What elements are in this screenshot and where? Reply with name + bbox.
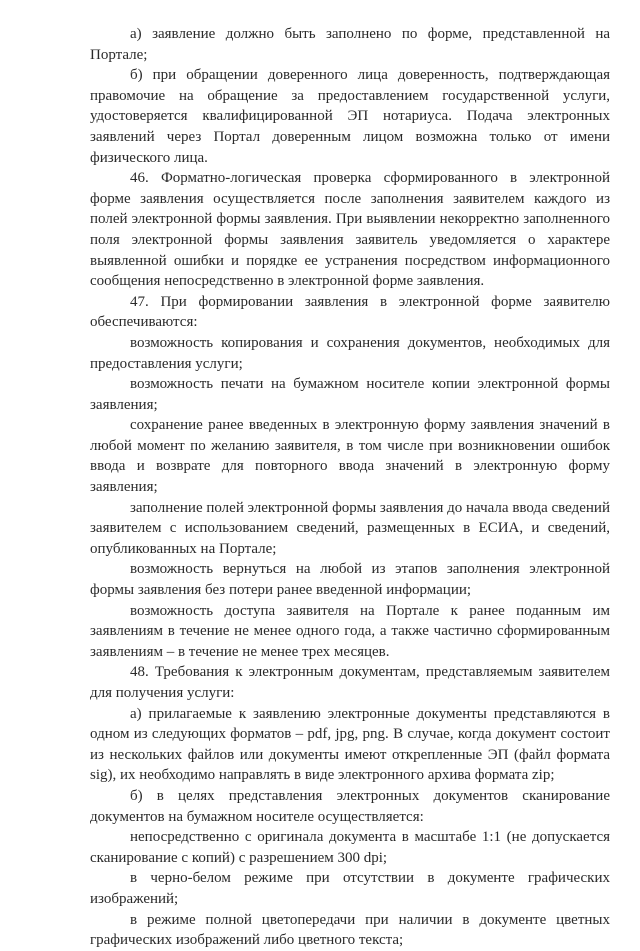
paragraph-47-print: возможность печати на бумажном носителе копии электронной формы заявления; [90, 376, 610, 413]
document-body [90, 24, 610, 951]
paragraph-47-access-history: возможность доступа заявителя на Портале к ранее поданным им заявлениям в течение не менее одного года, а также частично сформированным заявлениям – в течение не менее трех месяцев. [90, 602, 610, 660]
paragraph-47-copy-save: возможность копирования и сохранения документов, необходимых для предоставления услуги; [90, 334, 610, 372]
paragraph-48-scan-color: в режиме полной цветопередачи при наличии в документе цветных графических изображений либо цветного текста; [90, 911, 610, 949]
paragraph-47-return-stage: возможность вернуться на любой из этапов заполнения электронной формы заявления без потери ранее введенной информации; [90, 561, 610, 599]
paragraph-b-proxy: б) при обращении доверенного лица доверенность, подтверждающая правомочие на обращение за предоставлением государственной услуги, удостоверяется квалифицированной ЭП нотариуса. Подача электронных заявлений через Портал доверенным лицом возможна только от имени физического лица. [90, 67, 610, 166]
paragraph-48-scan-original: непосредственно с оригинала документа в масштабе 1:1 (не допускается сканирование с копий) с разрешением 300 dpi; [90, 829, 610, 866]
paragraph-47-save-values: сохранение ранее введенных в электронную форму заявления значений в любой момент по желанию заявителя, в том числе при возникновении ошибок ввода и возврате для повторного ввода значений в электронную форму заявления; [90, 417, 610, 496]
paragraph-47-prefill: заполнение полей электронной формы заявления до начала ввода сведений заявителем с использованием сведений, размещенных в ЕСИА, и сведений, опубликованных на Портале; [90, 499, 610, 557]
paragraph-47-intro: 47. При формировании заявления в электронной форме заявителю обеспечиваются: [90, 293, 610, 331]
paragraph-a-form: а) заявление должно быть заполнено по форме, представленной на Портале; [90, 26, 610, 63]
paragraph-48-scan-bw: в черно-белом режиме при отсутствии в документе графических изображений; [90, 870, 610, 907]
paragraph-48-a-formats: а) прилагаемые к заявлению электронные документы представляются в одном из следующих форматов – pdf, jpg, png. В случае, когда документ состоит из нескольких файлов или документы имеют открепленные ЭП (файл формата sig), их необходимо направлять в виде электронного архива формата zip; [90, 705, 610, 784]
paragraph-48-b-scanning: б) в целях представления электронных документов сканирование документов на бумажном носителе осуществляется: [90, 787, 610, 825]
paragraph-46-format-check: 46. Форматно-логическая проверка сформированного в электронной форме заявления осуществляется после заполнения заявителем каждого из полей электронной формы заявления. При выявлении некорректно заполненного поля электронной формы заявления заявитель уведомляется о характере выявленной ошибки и порядке ее устранения посредством информационного сообщения непосредственно в электронной форме заявления. [90, 170, 610, 290]
paragraph-48-intro: 48. Требования к электронным документам, представляемым заявителем для получения услуги: [90, 664, 610, 701]
